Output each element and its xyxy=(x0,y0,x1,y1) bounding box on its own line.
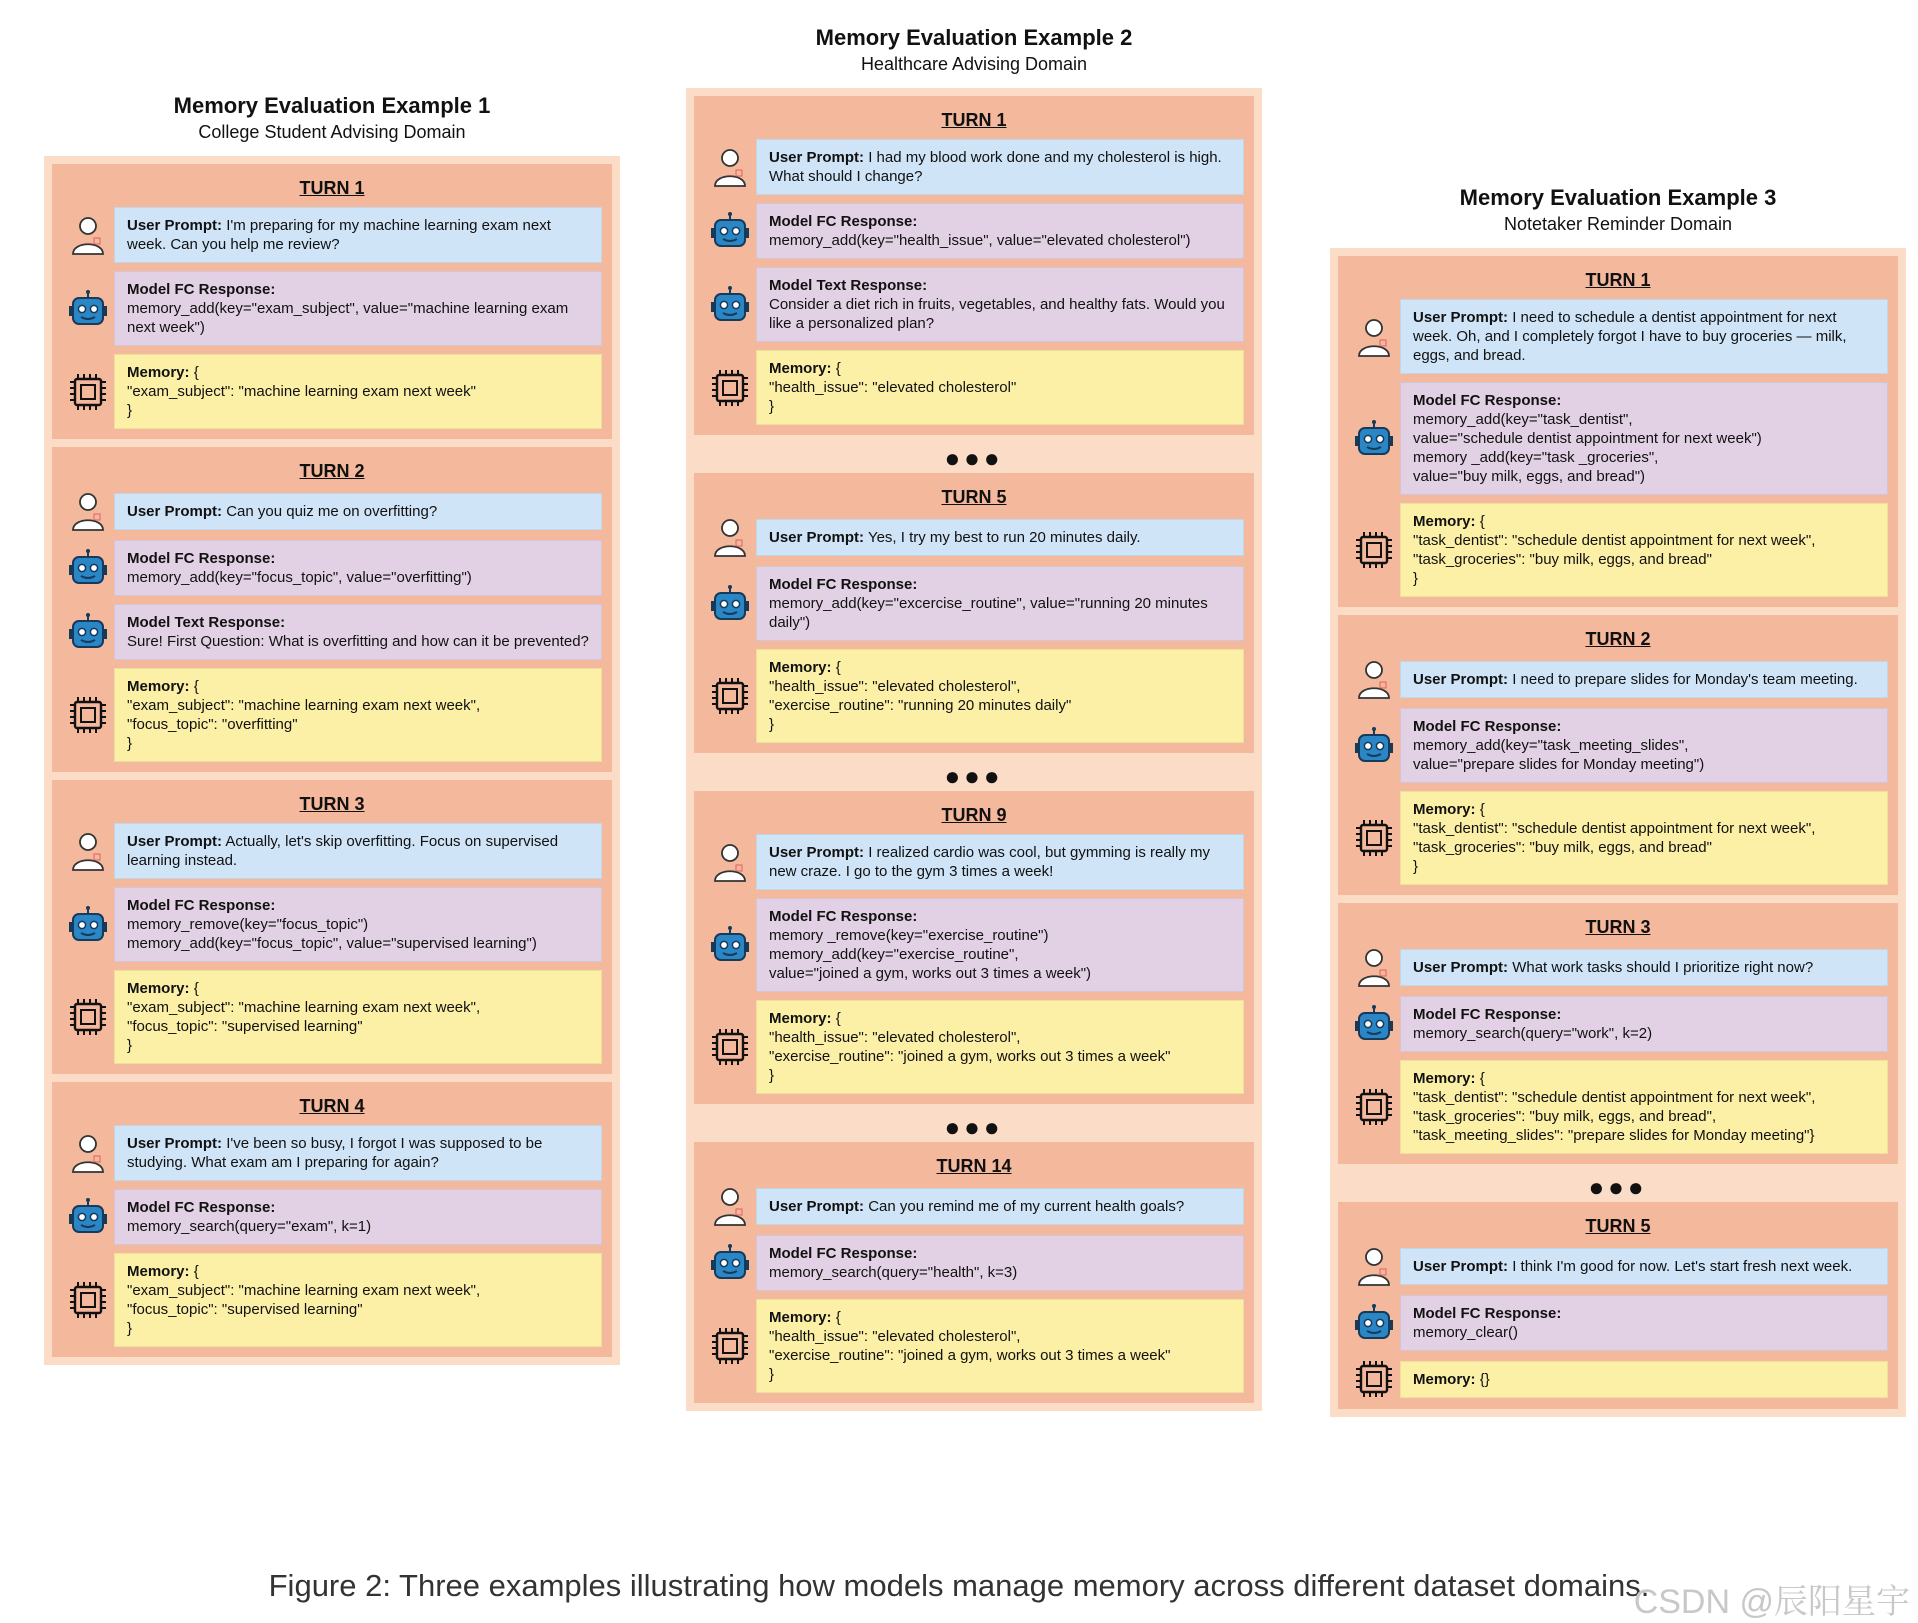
chip-icon xyxy=(62,695,114,735)
model-text-box xyxy=(114,604,602,660)
model-fc-box xyxy=(114,887,602,962)
figure-caption: Figure 2: Three examples illustrating how models manage memory across different dataset domains. xyxy=(268,1568,1650,1603)
user-prompt-box xyxy=(114,493,602,530)
box-text: { "exam_subject": "machine learning exam next week", "focus_topic": "supervised learning" } xyxy=(127,980,481,1054)
turn-title: TURN 9 xyxy=(941,805,1007,825)
box-text: memory_search(query="work", k=2) xyxy=(1413,1025,1653,1042)
turn-title: TURN 1 xyxy=(941,110,1007,130)
turns-panel xyxy=(1330,248,1906,1417)
example-subtitle: Healthcare Advising Domain xyxy=(860,54,1088,74)
watermark: CSDN @辰阳星宇 xyxy=(1633,1583,1910,1621)
chip-icon xyxy=(1348,1087,1400,1127)
user-prompt-box xyxy=(114,823,602,879)
memory-row xyxy=(1348,1359,1888,1399)
box-text: {} xyxy=(1479,1370,1490,1388)
user-icon xyxy=(1348,946,1400,988)
turn-block xyxy=(1338,903,1898,1164)
robot-icon xyxy=(62,289,114,329)
memory-row xyxy=(1348,503,1888,597)
memory-box xyxy=(114,668,602,762)
box-text: I had my blood work done and my cholesterol is high. What should I change? xyxy=(769,149,1222,185)
user-row xyxy=(62,1125,602,1181)
user-row xyxy=(1348,946,1888,988)
user-icon xyxy=(704,146,756,188)
user-icon xyxy=(62,214,114,256)
memory-row xyxy=(1348,791,1888,885)
example-title: Memory Evaluation Example 2 xyxy=(815,25,1133,50)
example-title: Memory Evaluation Example 3 xyxy=(1459,185,1777,210)
robot-icon xyxy=(1348,726,1400,766)
box-text: I realized cardio was cool, but gymming is really my new craze. I go to the gym 3 times a week! xyxy=(769,844,1210,880)
box-text: Yes, I try my best to run 20 minutes daily. xyxy=(867,528,1141,546)
box-text: { "health_issue": "elevated cholesterol", "exercise_routine": "joined a gym, works out 3 times a week" } xyxy=(769,1309,1171,1383)
box-label: Memory: xyxy=(1413,513,1476,530)
model-fc-row xyxy=(62,540,602,596)
box-text: memory_remove(key="focus_topic") memory_add(key="focus_topic", value="supervised learning") xyxy=(127,916,537,952)
user-icon xyxy=(704,1185,756,1227)
box-text: memory_search(query="exam", k=1) xyxy=(127,1218,372,1235)
turn-block xyxy=(694,473,1254,753)
memory-box xyxy=(756,1000,1244,1094)
turn-block xyxy=(52,1082,612,1357)
box-label: Model FC Response: xyxy=(127,550,276,567)
box-text: memory_add(key="focus_topic", value="overfitting") xyxy=(127,569,472,586)
memory-row xyxy=(1348,1060,1888,1154)
turn-title: TURN 4 xyxy=(299,1096,365,1116)
box-text: I need to schedule a dentist appointment for next week. Oh, and I completely forgot I have to buy groceries — milk, eggs, and bread. xyxy=(1413,309,1847,364)
box-label: Model FC Response: xyxy=(127,897,276,914)
box-text: I think I'm good for now. Let's start fresh next week. xyxy=(1512,1257,1853,1275)
box-label: Memory: xyxy=(1413,1370,1476,1388)
memory-row xyxy=(62,668,602,762)
box-label: Memory: xyxy=(127,364,190,381)
memory-box xyxy=(114,354,602,429)
box-label: User Prompt: xyxy=(1413,309,1509,326)
robot-icon xyxy=(704,1243,756,1283)
model-fc-row xyxy=(704,1235,1244,1291)
box-label: User Prompt: xyxy=(1413,1257,1509,1275)
turn-title: TURN 3 xyxy=(299,794,365,814)
box-label: Model FC Response: xyxy=(1413,718,1562,735)
box-text: Can you remind me of my current health goals? xyxy=(868,1197,1185,1215)
memory-box xyxy=(756,649,1244,743)
turn-block xyxy=(52,447,612,772)
box-text: What work tasks should I prioritize right now? xyxy=(1512,958,1814,976)
box-label: User Prompt: xyxy=(769,149,865,166)
box-label: Model FC Response: xyxy=(769,908,918,925)
robot-icon xyxy=(704,211,756,251)
user-row xyxy=(1348,299,1888,374)
user-row xyxy=(62,823,602,879)
box-label: User Prompt: xyxy=(127,833,223,850)
box-label: User Prompt: xyxy=(1413,670,1509,688)
turn-block xyxy=(694,1142,1254,1403)
user-icon xyxy=(704,841,756,883)
chip-icon xyxy=(704,1027,756,1067)
model-fc-box xyxy=(114,271,602,346)
user-icon xyxy=(62,490,114,532)
box-label: User Prompt: xyxy=(769,528,865,546)
turn-title: TURN 2 xyxy=(1585,629,1651,649)
turns-panel xyxy=(44,156,620,1365)
box-text: Sure! First Question: What is overfitting and how can it be prevented? xyxy=(127,633,589,650)
box-label: Model FC Response: xyxy=(769,213,918,230)
box-label: User Prompt: xyxy=(1413,958,1509,976)
box-text: memory_add(key="health_issue", value="elevated cholesterol") xyxy=(769,232,1191,249)
model-fc-row xyxy=(62,271,602,346)
turn-title: TURN 1 xyxy=(299,178,365,198)
model-fc-box xyxy=(114,1189,602,1245)
user-prompt-box xyxy=(114,1125,602,1181)
box-text: memory_search(query="health", k=3) xyxy=(769,1264,1018,1281)
box-label: Model FC Response: xyxy=(1413,392,1562,409)
memory-box xyxy=(1400,1060,1888,1154)
example-subtitle: College Student Advising Domain xyxy=(198,122,466,142)
user-prompt-box xyxy=(1400,299,1888,374)
user-icon xyxy=(704,516,756,558)
box-text: { "health_issue": "elevated cholesterol", "exercise_routine": "joined a gym, works out 3 times a week" } xyxy=(769,1010,1171,1084)
turn-title: TURN 3 xyxy=(1585,917,1651,937)
model-fc-row xyxy=(1348,382,1888,495)
box-label: Memory: xyxy=(127,980,190,997)
model-fc-row xyxy=(62,887,602,962)
model-fc-row xyxy=(704,203,1244,259)
box-text: I've been so busy, I forgot I was supposed to be studying. What exam am I preparing for again? xyxy=(127,1135,543,1171)
user-row xyxy=(704,834,1244,890)
user-prompt-box xyxy=(756,1188,1244,1225)
example-3 xyxy=(1330,184,1906,1417)
user-icon xyxy=(1348,658,1400,700)
memory-box xyxy=(114,970,602,1064)
model-fc-box xyxy=(756,898,1244,992)
box-label: Memory: xyxy=(127,678,190,695)
robot-icon xyxy=(62,1197,114,1237)
model-fc-box xyxy=(1400,1295,1888,1351)
turn-block xyxy=(1338,615,1898,895)
box-text: { "task_dentist": "schedule dentist appointment for next week", "task_groceries": "buy milk, eggs, and bread" } xyxy=(1413,513,1816,587)
box-label: Model FC Response: xyxy=(769,1245,918,1262)
turns-panel xyxy=(686,88,1262,1411)
ellipsis-dots: ●●● xyxy=(944,443,1004,473)
robot-icon xyxy=(1348,1004,1400,1044)
ellipsis-dots: ●●● xyxy=(944,761,1004,791)
user-prompt-box xyxy=(1400,949,1888,986)
user-row xyxy=(62,490,602,532)
box-label: Model Text Response: xyxy=(127,614,286,631)
box-label: Memory: xyxy=(769,1010,832,1027)
model-fc-row xyxy=(1348,1295,1888,1351)
box-label: User Prompt: xyxy=(127,217,223,234)
robot-icon xyxy=(1348,419,1400,459)
memory-box xyxy=(756,1299,1244,1393)
user-icon xyxy=(1348,1245,1400,1287)
robot-icon xyxy=(704,925,756,965)
user-prompt-box xyxy=(756,519,1244,556)
box-text: Can you quiz me on overfitting? xyxy=(226,502,438,520)
model-fc-box xyxy=(756,1235,1244,1291)
memory-row xyxy=(704,350,1244,425)
user-row xyxy=(1348,1245,1888,1287)
memory-row xyxy=(62,1253,602,1347)
box-text: memory_add(key="task_meeting_slides", value="prepare slides for Monday meeting") xyxy=(1413,737,1705,773)
model-text-box xyxy=(756,267,1244,342)
user-icon xyxy=(62,1132,114,1174)
memory-row xyxy=(704,1000,1244,1094)
user-row xyxy=(704,516,1244,558)
chip-icon xyxy=(704,1326,756,1366)
example-2 xyxy=(686,24,1262,1411)
model-fc-row xyxy=(1348,708,1888,783)
user-icon xyxy=(1348,316,1400,358)
chip-icon xyxy=(62,997,114,1037)
box-label: Model FC Response: xyxy=(127,1199,276,1216)
box-text: { "exam_subject": "machine learning exam next week" } xyxy=(127,364,476,419)
turn-block xyxy=(1338,1202,1898,1409)
memory-box xyxy=(1400,503,1888,597)
turn-title: TURN 2 xyxy=(299,461,365,481)
box-label: Model FC Response: xyxy=(769,576,918,593)
example-1 xyxy=(44,92,620,1365)
model-fc-box xyxy=(1400,996,1888,1052)
turn-block xyxy=(694,791,1254,1104)
model-fc-box xyxy=(1400,708,1888,783)
model-fc-row xyxy=(62,1189,602,1245)
memory-box xyxy=(114,1253,602,1347)
model-fc-box xyxy=(756,566,1244,641)
ellipsis-dots: ●●● xyxy=(1588,1172,1648,1202)
turn-title: TURN 1 xyxy=(1585,270,1651,290)
chip-icon xyxy=(1348,1359,1400,1399)
box-label: User Prompt: xyxy=(127,1135,223,1152)
model-fc-box xyxy=(756,203,1244,259)
box-label: User Prompt: xyxy=(769,1197,865,1215)
turn-title: TURN 5 xyxy=(941,487,1007,507)
box-text: Consider a diet rich in fruits, vegetables, and healthy fats. Would you like a personalized plan? xyxy=(769,296,1225,332)
box-text: memory_clear() xyxy=(1413,1324,1519,1341)
memory-row xyxy=(704,1299,1244,1393)
box-text: { "task_dentist": "schedule dentist appointment for next week", "task_groceries": "buy milk, eggs, and bread" } xyxy=(1413,801,1816,875)
box-text: { "health_issue": "elevated cholesterol" } xyxy=(769,360,1017,415)
chip-icon xyxy=(704,676,756,716)
box-text: Actually, let's skip overfitting. Focus on supervised learning instead. xyxy=(127,833,559,869)
memory-box xyxy=(756,350,1244,425)
model-fc-box xyxy=(1400,382,1888,495)
box-label: Model Text Response: xyxy=(769,277,928,294)
turn-title: TURN 14 xyxy=(936,1156,1012,1176)
chip-icon xyxy=(62,372,114,412)
memory-box xyxy=(1400,1361,1888,1398)
model-fc-row xyxy=(704,898,1244,992)
model-fc-row xyxy=(1348,996,1888,1052)
box-text: { "health_issue": "elevated cholesterol", "exercise_routine": "running 20 minutes daily" } xyxy=(769,659,1072,733)
turn-block xyxy=(1338,256,1898,607)
user-prompt-box xyxy=(756,139,1244,195)
chip-icon xyxy=(62,1280,114,1320)
box-label: Memory: xyxy=(127,1263,190,1280)
box-text: memory _remove(key="exercise_routine") memory_add(key="exercise_routine", value="joined a gym, works out 3 times a week") xyxy=(769,927,1092,982)
memory-box xyxy=(1400,791,1888,885)
box-label: User Prompt: xyxy=(769,844,865,861)
turn-block xyxy=(694,96,1254,435)
example-title: Memory Evaluation Example 1 xyxy=(173,93,491,118)
robot-icon xyxy=(62,548,114,588)
user-row xyxy=(1348,658,1888,700)
chip-icon xyxy=(1348,530,1400,570)
box-label: Memory: xyxy=(769,360,832,377)
user-row xyxy=(62,207,602,263)
model-fc-box xyxy=(114,540,602,596)
example-subtitle: Notetaker Reminder Domain xyxy=(1503,214,1733,234)
box-label: Model FC Response: xyxy=(1413,1305,1562,1322)
user-row xyxy=(704,139,1244,195)
turn-title: TURN 5 xyxy=(1585,1216,1651,1236)
box-text: { "task_dentist": "schedule dentist appointment for next week", "task_groceries": "buy milk, eggs, and bread", "task_meeting_slides": "prepare slides for Monday meeting"} xyxy=(1413,1070,1816,1144)
box-label: Model FC Response: xyxy=(1413,1006,1562,1023)
box-label: Memory: xyxy=(769,1309,832,1326)
box-label: User Prompt: xyxy=(127,502,223,520)
box-text: memory_add(key="excercise_routine", value="running 20 minutes daily") xyxy=(769,595,1208,631)
box-text: I need to prepare slides for Monday's team meeting. xyxy=(1512,670,1858,688)
memory-row xyxy=(62,970,602,1064)
robot-icon xyxy=(62,905,114,945)
box-text: { "exam_subject": "machine learning exam next week", "focus_topic": "overfitting" } xyxy=(127,678,481,752)
box-text: { "exam_subject": "machine learning exam next week", "focus_topic": "supervised learning" } xyxy=(127,1263,481,1337)
robot-icon xyxy=(704,584,756,624)
turn-block xyxy=(52,780,612,1074)
robot-icon xyxy=(1348,1303,1400,1343)
user-prompt-box xyxy=(1400,1248,1888,1285)
user-icon xyxy=(62,830,114,872)
model-fc-row xyxy=(704,566,1244,641)
box-text: memory_add(key="task_dentist", value="schedule dentist appointment for next week") memory _add(key="task _groceries", value="buy milk, eggs, and bread") xyxy=(1413,411,1762,485)
memory-row xyxy=(62,354,602,429)
box-label: Memory: xyxy=(1413,801,1476,818)
user-prompt-box xyxy=(756,834,1244,890)
box-label: Memory: xyxy=(1413,1070,1476,1087)
robot-icon xyxy=(62,612,114,652)
user-row xyxy=(704,1185,1244,1227)
robot-icon xyxy=(704,285,756,325)
model-text-row xyxy=(704,267,1244,342)
user-prompt-box xyxy=(1400,661,1888,698)
chip-icon xyxy=(1348,818,1400,858)
ellipsis-dots: ●●● xyxy=(944,1112,1004,1142)
box-label: Memory: xyxy=(769,659,832,676)
turn-block xyxy=(52,164,612,439)
memory-row xyxy=(704,649,1244,743)
chip-icon xyxy=(704,368,756,408)
model-text-row xyxy=(62,604,602,660)
user-prompt-box xyxy=(114,207,602,263)
box-text: memory_add(key="exam_subject", value="machine learning exam next week") xyxy=(127,300,569,336)
box-text: I'm preparing for my machine learning exam next week. Can you help me review? xyxy=(127,217,551,253)
box-label: Model FC Response: xyxy=(127,281,276,298)
